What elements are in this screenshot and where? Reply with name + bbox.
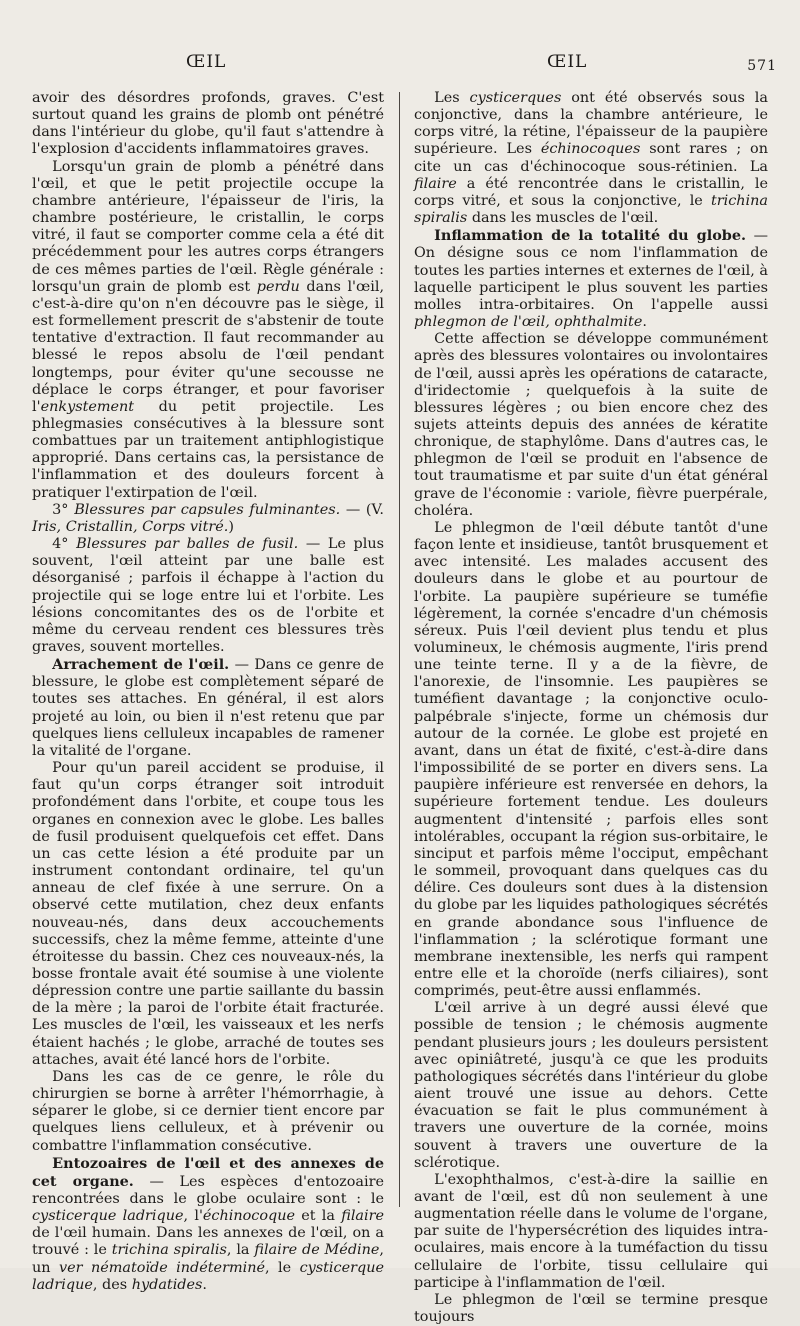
- running-title-right: ŒIL: [547, 52, 588, 72]
- running-title-left: ŒIL: [186, 52, 227, 72]
- paragraph: Dans les cas de ce genre, le rôle du chirurgien se borne à arrêter l'hémorrhagie, à séparer le globe, si ce dernier tient encore par quelques liens celluleux, et à prévenir ou combattre l'inflammation consécutive.: [32, 1068, 384, 1154]
- section-paragraph: Inflammation de la totalité du globe. — On désigne sous ce nom l'inflammation de toutes les parties internes et externes de l'œil, à laquelle participent le plus souvent les parties molles intra-orbitaires. On l'appelle aussi phlegmon de l'œil, ophthalmite.: [414, 227, 769, 331]
- paragraph: 3° Blessures par capsules fulminantes. — (V. Iris, Cristallin, Corps vitré.): [32, 501, 384, 535]
- right-column: [414, 90, 768, 1326]
- paragraph: Cette affection se développe communément après des blessures volontaires ou involontaires de l'œil, aussi après les opérations de cataracte, d'iridectomie ; quelquefois à la suite de blessures légères ; ou bien encore chez des sujets atteints depuis des années de kératite chronique, de staphylôme. Dans d'autres cas, le phlegmon de l'œil se produit en l'absence de tout traumatisme et par suite d'un état général grave de l'économie : variole, fièvre puerpérale, choléra.: [414, 331, 768, 519]
- paragraph: 4° Blessures par balles de fusil. — Le plus souvent, l'œil atteint par une balle est désorganisé ; parfois il échappe à l'action du projectile qui se loge entre lui et l'orbite. Les lésions concomitantes des os de l'orbite et même du cerveau rendent ces blessures très graves, souvent mortelles.: [32, 536, 384, 655]
- paragraph: Pour qu'un pareil accident se produise, il faut qu'un corps étranger soit introduit profondément dans l'orbite, et coupe tous les organes en connexion avec le globe. Les balles de fusil produisent quelquefois cet effet. Dans un cas cette lésion a été produite par un instrument contondant ordinaire, tel qu'un anneau de clef fixée à une serrure. On a observé cette mutilation, chez deux enfants nouveau-nés, dans deux accouchements successifs, chez la même femme, atteinte d'une étroitesse du bassin. Chez ces nouveaux-nés, la bosse frontale avait été soumise à une violente dépression contre une partie saillante du bassin de la mère ; la paroi de l'orbite était fracturée. Les muscles de l'œil, les vaisseaux et les nerfs étaient hachés ; le globe, arraché de toutes ses attaches, avait été lancé hors de l'orbite.: [32, 760, 384, 1068]
- section-heading: Inflammation de la totalité du globe.: [434, 227, 747, 245]
- paragraph: Lorsqu'un grain de plomb a pénétré dans l'œil, et que le petit projectile occupe la chambre antérieure, l'épaisseur de l'iris, la chambre postérieure, le cristallin, le corps vitré, il faut se comporter comme cela a été dit précédemment pour les autres corps étrangers de ces mêmes parties de l'œil. Règle générale : lorsqu'un grain de plomb est perdu dans l'œil, c'est-à-dire qu'on n'en découvre pas le siège, il est formellement prescrit de s'abstenir de toute tentative d'extraction. Il faut recommander au blessé le repos absolu de l'œil pendant longtemps, pour éviter qu'une secousse ne déplace le corps étranger, et pour favoriser l'enkystement du petit projectile. Les phlegmasies consécutives à la blessure sont combattues par un traitement antiphlogistique approprié. Dans certains cas, la persistance de l'inflammation et des douleurs forcent à pratiquer l'extirpation de l'œil.: [32, 158, 385, 501]
- paragraph: L'œil arrive à un degré aussi élevé que possible de tension ; le chémosis augmente pendant plusieurs jours ; les douleurs persistent avec opiniâtreté, jusqu'à ce que les produits pathologiques sécrétés dans l'intérieur du globe aient trouvé une issue au dehors. Cette évacuation se fait le plus communément à travers une ouverture de la cornée, moins souvent à travers une ouverture de la sclérotique.: [414, 1000, 768, 1171]
- paragraph: Le phlegmon de l'œil se termine presque toujours: [414, 1291, 768, 1326]
- column-divider: [399, 92, 400, 1207]
- section-paragraph: Arrachement de l'œil. — Dans ce genre de blessure, le globe est complètement séparé de toutes ses attaches. En général, il est alors projeté au loin, ou bien il n'est retenu que par quelques liens celluleux incapables de ramener la vitalité de l'organe.: [32, 656, 384, 759]
- section-heading: Arrachement de l'œil.: [52, 656, 230, 674]
- page-number: 571: [747, 58, 777, 74]
- section-paragraph: Entozoaires de l'œil et des annexes de cet organe. — Les espèces d'entozoaire rencontrées dans le globe oculaire sont : le cysticerque ladrique, l'échinocoque et la filaire de l'œil humain. Dans les annexes de l'œil, on a trouvé : le trichina spiralis, la filaire de Médine, un ver nématoïde indéterminé, le cysticerque ladrique, des hydatides.: [32, 1154, 384, 1293]
- paragraph: Le phlegmon de l'œil débute tantôt d'une façon lente et insidieuse, tantôt brusquement et avec intensité. Les malades accusent des douleurs dans le globe et au pourtour de l'orbite. La paupière supérieure se tuméfie légèrement, la cornée s'encadre d'un chémosis séreux. Puis l'œil devient plus tendu et plus volumineux, le chémosis augmente, l'iris prend une teinte terne. Il y a de la fièvre, de l'anorexie, de l'insomnie. Les paupières se tuméfient davantage ; la conjonctive oculo-palpébrale s'injecte, forme un chémosis dur autour de la cornée. Le globe est projeté en avant, dans un état de fixité, c'est-à-dire dans l'impossibilité de se porter en divers sens. La paupière inférieure est renversée en dehors, la supérieure fortement tendue. Les douleurs augmentent d'intensité ; parfois elles sont intolérables, occupant la région sus-orbitaire, le sinciput et parfois même l'occiput, empêchant le sommeil, provoquant dans quelques cas du délire. Ces douleurs sont dues à la distension du globe par les liquides pathologiques sécrétés en grande abondance sous l'influence de l'inflammation ; la sclérotique formant une membrane inextensible, les nerfs qui rampent entre elle et la choroïde (nerfs ciliaires), sont comprimés, peut-être aussi enflammés.: [414, 519, 768, 1000]
- section-heading: Entozoaires de l'œil et des annexes de cet organe.: [32, 1154, 384, 1190]
- paragraph: avoir des désordres profonds, graves. C'est surtout quand les grains de plomb ont pénétré dans l'intérieur du globe, qu'il faut s'attendre à l'explosion d'accidents inflammatoires graves.: [32, 90, 384, 158]
- paragraph: L'exophthalmos, c'est-à-dire la saillie en avant de l'œil, est dû non seulement à une augmentation réelle dans le volume de l'organe, par suite de l'hypersécrétion des liquides intra-oculaires, mais encore à la tuméfaction du tissu cellulaire de l'orbite, tissu cellulaire qui participe à l'inflammation de l'œil.: [414, 1171, 768, 1291]
- paragraph: Les cysticerques ont été observés sous la conjonctive, dans la chambre antérieure, le corps vitré, la rétine, l'épaisseur de la paupière supérieure. Les échinocoques sont rares ; on cite un cas d'échinocoque sous-rétinien. La filaire a été rencontrée dans le cristallin, le corps vitré, et sous la conjonctive, le trichina spiralis dans les muscles de l'œil.: [414, 90, 768, 227]
- running-head: [0, 52, 800, 76]
- left-column: [32, 90, 384, 1294]
